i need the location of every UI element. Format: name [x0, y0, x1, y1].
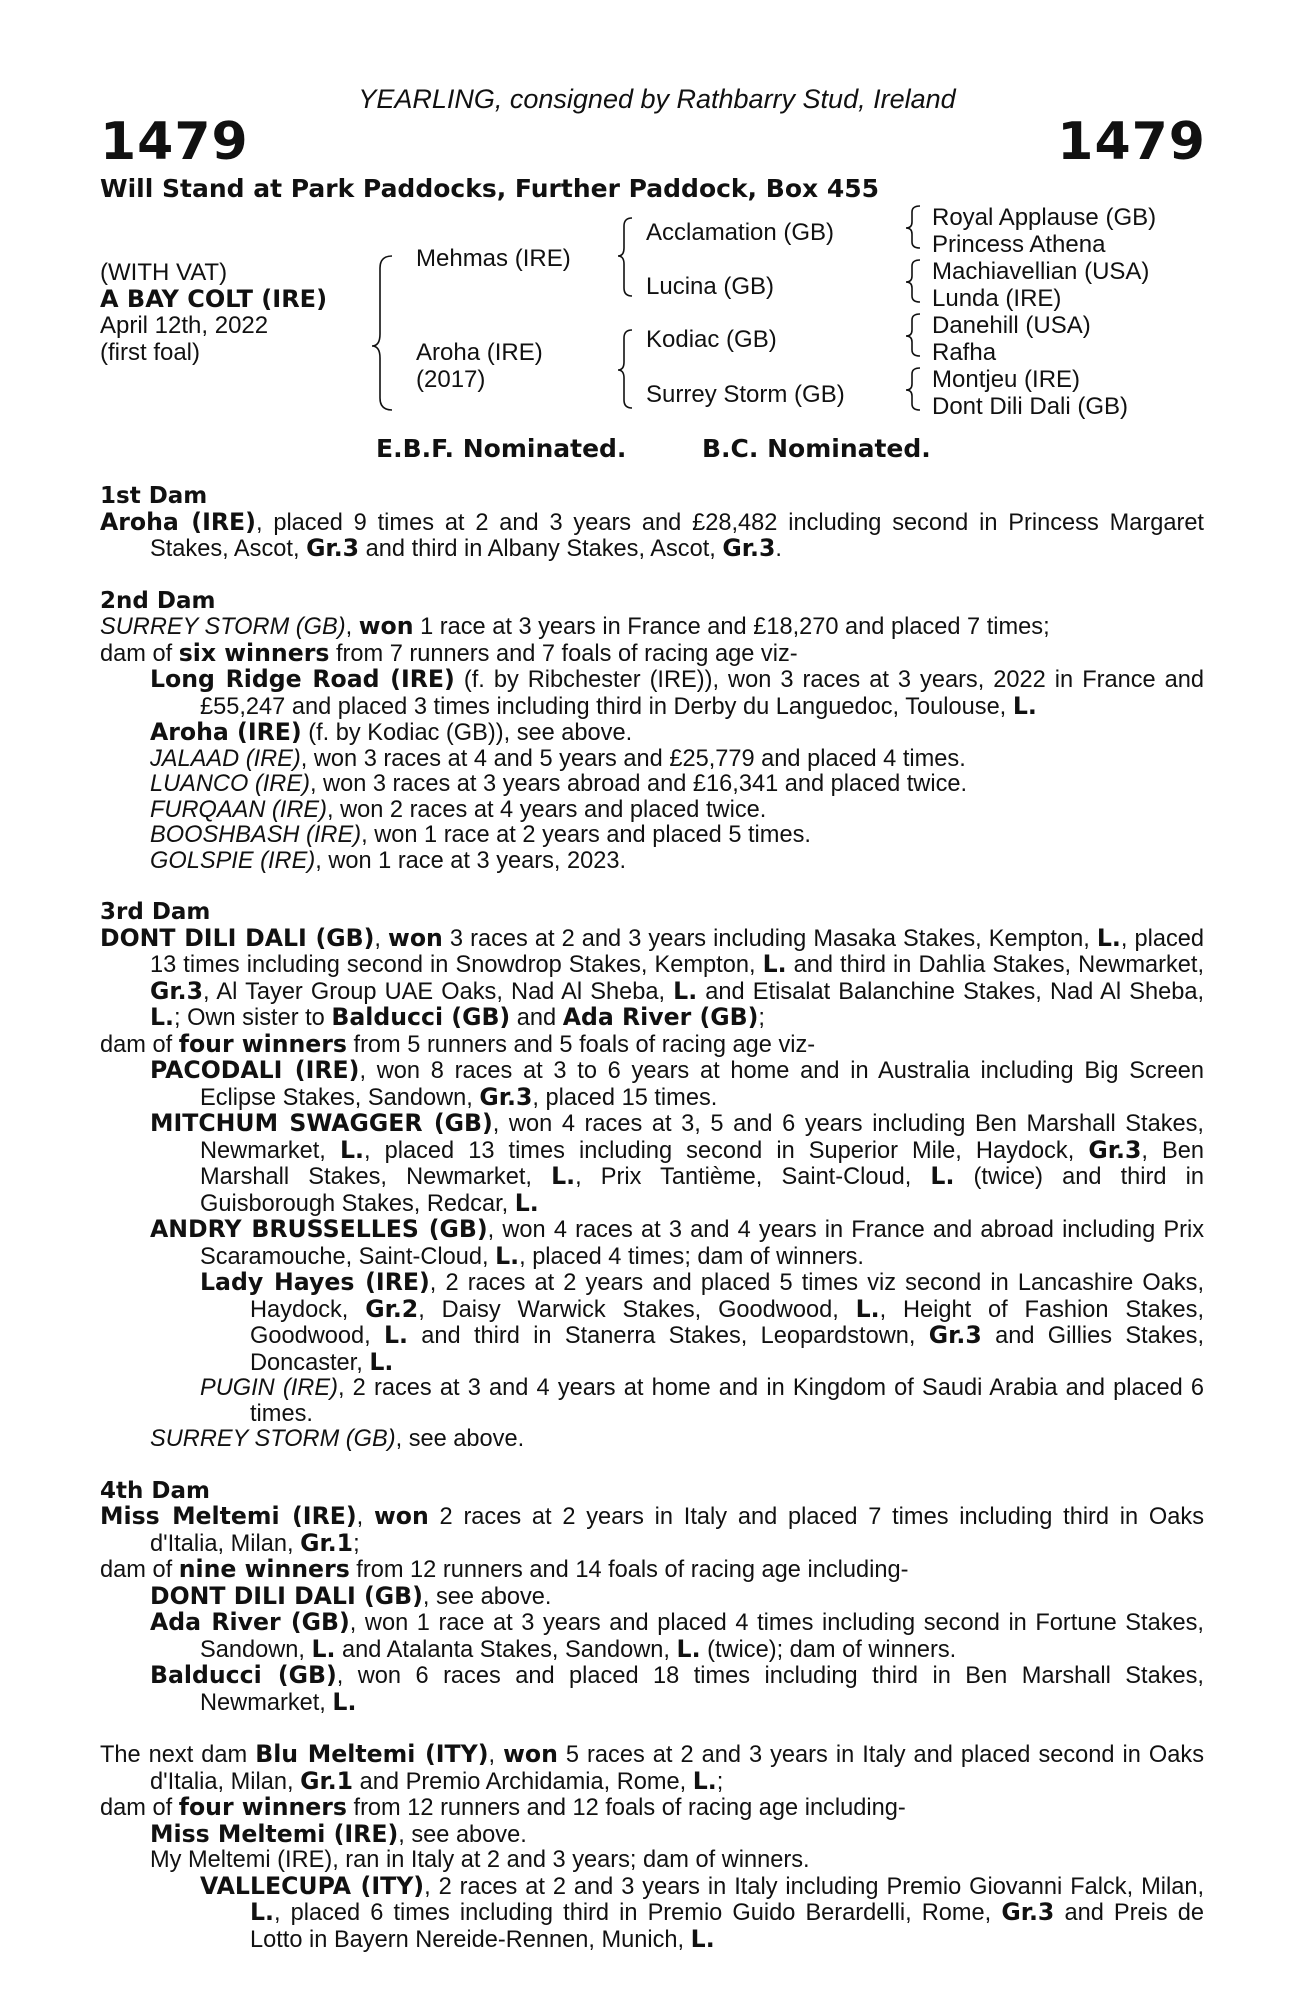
text-run: Gr.3: [479, 1082, 533, 1111]
pedigree-paragraph: [100, 507, 1204, 563]
gen3-1: Royal Applause (GB): [932, 204, 1157, 231]
text-run: nine winners: [178, 1555, 350, 1583]
text-run: L.: [311, 1634, 336, 1663]
text-run: , won 2 races at 4 years and placed twice.: [326, 796, 767, 823]
foaling-date: April 12th, 2022: [100, 312, 269, 339]
text-run: , placed 13 times including second in Superior Mile, Haydock,: [363, 1137, 1089, 1164]
dam-sire: Kodiac (GB): [646, 326, 777, 353]
gen3-3: Machiavellian (USA): [932, 258, 1150, 285]
text-run: dam of: [100, 1557, 179, 1583]
text-run: ,: [356, 1504, 374, 1530]
text-run: four winners: [178, 1029, 347, 1058]
text-run: , Prix Tantième, Saint-Cloud,: [575, 1164, 931, 1190]
text-run: L.: [250, 1898, 274, 1926]
text-run: , 2 races at 2 and 3 years in Italy including Premio Giovanni Falck, Milan,: [424, 1873, 1205, 1900]
text-run: , placed 13 times including second in Snowdrop Stakes, Kempton,: [150, 925, 1204, 978]
text-run: (twice) and third in Guisborough Stakes, Redcar,: [200, 1164, 1204, 1217]
pedigree-paragraph: [100, 1795, 1204, 1822]
pedigree-paragraph: [100, 798, 1204, 824]
text-run: Balducci (GB): [331, 1003, 511, 1031]
text-run: SURREY STORM (GB): [100, 614, 346, 640]
gen3-8: Dont Dili Dali (GB): [932, 393, 1129, 420]
pedigree-paragraph: [100, 849, 1204, 875]
pedigree-paragraph: [100, 1848, 1204, 1874]
text-run: from 12 runners and 14 foals of racing age including-: [349, 1557, 909, 1583]
pedigree-paragraph: [100, 1427, 1204, 1453]
text-run: , Al Tayer Group UAE Oaks, Nad Al Sheba,: [203, 978, 674, 1005]
text-run: , won 6 races and placed 18 times including third in Ben Marshall Stakes, Newmarket,: [200, 1663, 1204, 1716]
text-run: L.: [384, 1321, 408, 1349]
text-run: DONT DILI DALI (GB): [100, 923, 375, 952]
text-run: , Daisy Warwick Stakes, Goodwood,: [418, 1296, 856, 1323]
text-run: dam of: [100, 640, 179, 667]
pedigree-paragraph: [100, 1270, 1204, 1376]
text-run: and third in Albany Stakes, Ascot,: [359, 536, 723, 562]
text-run: L.: [930, 1162, 955, 1190]
section-heading: 4th Dam: [100, 1477, 210, 1504]
text-run: Lady Hayes (IRE): [200, 1268, 430, 1296]
text-run: , placed 15 times.: [532, 1084, 718, 1111]
text-run: , Ben Marshall Stakes, Newmarket,: [200, 1137, 1205, 1190]
text-run: won: [503, 1740, 558, 1768]
text-run: Gr.1: [300, 1766, 354, 1795]
pedigree-paragraph: [100, 720, 1204, 747]
text-run: , see above.: [398, 1821, 527, 1848]
text-run: Ada River (GB): [150, 1608, 350, 1636]
sire-sire: Acclamation (GB): [646, 219, 835, 246]
dam-year: (2017): [416, 366, 486, 393]
text-run: and third in Dahlia Stakes, Newmarket,: [786, 952, 1204, 978]
text-run: , placed 4 times; dam of winners.: [519, 1243, 864, 1270]
dam-section: [100, 589, 1204, 875]
text-run: won: [358, 612, 414, 640]
text-run: ,: [345, 614, 359, 640]
text-run: L.: [332, 1687, 357, 1716]
text-run: , 2 races at 3 and 4 years at home and in Kingdom of Saudi Arabia and placed 6 times.: [250, 1375, 1204, 1427]
pedigree-paragraph: [100, 667, 1204, 720]
text-run: , won 1 race at 3 years and placed 4 times including second in Fortune Stakes, Sandown,: [200, 1610, 1204, 1663]
pedigree-paragraph: [100, 1871, 1205, 1954]
text-run: Gr.3: [928, 1321, 982, 1349]
consignment-line: YEARLING, consigned by Rathbarry Stud, Ireland: [358, 84, 956, 114]
text-run: L.: [1096, 923, 1121, 952]
pedigree-paragraph: [100, 923, 1204, 1032]
text-run: and Premio Archidamia, Rome,: [353, 1768, 693, 1795]
text-run: (f. by Ribchester (IRE)), won 3 races at 3 years, 2022 in France and £55,247 and placed 3 times including third in Derby du Languedoc, Toulouse,: [200, 667, 1205, 720]
text-run: ;: [716, 1768, 724, 1795]
text-run: L.: [339, 1135, 364, 1164]
text-run: and third in Stanerra Stakes, Leopardstown,: [408, 1323, 929, 1349]
text-run: Miss Meltemi (IRE): [100, 1502, 357, 1530]
dam-section: [100, 1479, 1204, 1717]
pedigree-paragraph: [100, 1663, 1204, 1716]
gen3-5: Danehill (USA): [932, 312, 1091, 339]
text-run: won: [388, 923, 443, 952]
text-run: dam of: [100, 1795, 179, 1821]
text-run: (twice); dam of winners.: [700, 1636, 957, 1663]
text-run: , 2 races at 2 years and placed 5 times viz second in Lancashire Oaks, Haydock,: [250, 1270, 1204, 1323]
text-run: ANDRY BRUSSELLES (GB): [150, 1215, 488, 1243]
pedigree-paragraph: [100, 1610, 1204, 1663]
text-run: , see above.: [395, 1426, 525, 1452]
text-run: ;: [353, 1530, 360, 1557]
text-run: ; Own sister to: [174, 1005, 332, 1031]
pedigree-paragraph: [100, 1581, 1204, 1611]
text-run: 1 race at 3 years in France and £18,270 and placed 7 times;: [413, 614, 1050, 640]
text-run: won: [373, 1502, 429, 1530]
text-run: , placed 6 times including third in Premio Guido Berardelli, Rome,: [274, 1900, 1002, 1926]
text-run: , placed 9 times at 2 and 3 years and £28,482 including second in Princess Margaret Stakes, Ascot,: [150, 509, 1204, 562]
text-run: L.: [514, 1188, 539, 1217]
bc-nomination: B.C. Nominated.: [702, 434, 931, 463]
text-run: PUGIN (IRE): [200, 1375, 338, 1401]
pedigree-paragraph: [100, 747, 1204, 773]
pedigree-paragraph: [100, 614, 1204, 641]
text-run: Gr.2: [365, 1294, 419, 1323]
text-run: ,: [488, 1742, 504, 1768]
text-run: from 12 runners and 12 foals of racing age including-: [346, 1795, 906, 1821]
stand-location: Will Stand at Park Paddocks, Further Paddock, Box 455: [100, 174, 880, 203]
gen3-4: Lunda (IRE): [932, 285, 1062, 312]
text-run: Long Ridge Road (IRE): [150, 665, 455, 693]
dam-dam: Surrey Storm (GB): [646, 381, 845, 408]
text-run: , won 4 races at 3 and 4 years in France and abroad including Prix Scaramouche, Saint-Cloud,: [200, 1217, 1204, 1270]
text-run: 3 races at 2 and 3 years including Masaka Stakes, Kempton,: [442, 925, 1097, 952]
pedigree-paragraph: [100, 1111, 1204, 1217]
text-run: Balducci (GB): [150, 1661, 337, 1689]
text-run: Gr.1: [300, 1528, 354, 1557]
text-run: Blu Meltemi (ITY): [255, 1740, 489, 1768]
sire-name: Mehmas (IRE): [416, 245, 571, 272]
text-run: and Etisalat Balanchine Stakes, Nad Al Sheba,: [697, 978, 1204, 1005]
text-run: Gr.3: [722, 534, 776, 562]
text-run: , Height of Fashion Stakes, Goodwood,: [250, 1296, 1205, 1349]
text-run: Gr.3: [1088, 1135, 1142, 1164]
text-run: L.: [551, 1162, 576, 1190]
text-run: PACODALI (IRE): [150, 1056, 360, 1084]
text-run: Aroha (IRE): [100, 507, 256, 536]
vat-note: (WITH VAT): [100, 259, 228, 286]
text-run: FURQAAN (IRE): [150, 796, 327, 823]
text-run: Aroha (IRE): [150, 718, 302, 746]
dam-name: Aroha (IRE): [416, 339, 543, 366]
text-run: L.: [676, 1634, 701, 1663]
text-run: 5 races at 2 and 3 years in Italy and placed second in Oaks d'Italia, Milan,: [150, 1742, 1204, 1795]
pedigree-paragraph: [100, 638, 1204, 668]
text-run: L.: [150, 1003, 174, 1031]
text-run: dam of: [100, 1031, 179, 1058]
pedigree-paragraph: [100, 1819, 1204, 1849]
section-heading: 1st Dam: [100, 483, 208, 509]
gen3-6: Rafha: [932, 339, 997, 366]
text-run: , won 3 races at 3 years abroad and £16,341 and placed twice.: [309, 771, 968, 797]
text-run: Ada River (GB): [562, 1003, 759, 1031]
dam-section: [100, 1742, 1204, 1953]
text-run: , won 3 races at 4 and 5 years and £25,779 and placed 4 times.: [300, 745, 966, 772]
text-run: Gr.3: [306, 534, 360, 562]
text-run: LUANCO (IRE): [150, 771, 310, 797]
sire-dam: Lucina (GB): [646, 273, 775, 300]
text-run: L.: [369, 1347, 394, 1376]
gen3-7: Montjeu (IRE): [932, 366, 1081, 393]
text-run: GOLSPIE (IRE): [150, 847, 316, 874]
family-details: [100, 484, 1204, 1953]
pedigree-paragraph: [100, 1742, 1204, 1795]
pedigree-paragraph: [100, 1376, 1204, 1427]
text-run: four winners: [178, 1793, 347, 1821]
text-run: L.: [673, 976, 698, 1005]
text-run: L.: [495, 1241, 520, 1270]
foal-note: (first foal): [100, 339, 201, 366]
text-run: JALAAD (IRE): [150, 745, 301, 772]
horse-name: A BAY COLT (IRE): [100, 285, 328, 313]
text-run: L.: [855, 1294, 880, 1323]
text-run: My Meltemi (IRE), ran in Italy at 2 and 3 years; dam of winners.: [150, 1847, 810, 1873]
text-run: and: [510, 1005, 563, 1031]
text-run: , won 1 race at 3 years, 2023.: [315, 847, 627, 874]
text-run: VALLECUPA (ITY): [200, 1871, 425, 1900]
text-run: The next dam: [100, 1742, 256, 1768]
text-run: from 7 runners and 7 foals of racing age viz-: [329, 640, 798, 667]
text-run: L.: [1012, 691, 1037, 720]
pedigree-paragraph: [100, 1058, 1204, 1111]
text-run: L.: [762, 950, 787, 978]
section-heading: 3rd Dam: [100, 899, 211, 925]
text-run: DONT DILI DALI (GB): [150, 1581, 423, 1610]
text-run: ,: [374, 925, 389, 952]
text-run: , see above.: [422, 1583, 552, 1610]
pedigree-paragraph: [100, 823, 1204, 849]
text-run: Miss Meltemi (IRE): [150, 1819, 399, 1848]
text-run: L.: [692, 1766, 717, 1795]
pedigree-paragraph: [100, 1217, 1204, 1270]
text-run: and Atalanta Stakes, Sandown,: [335, 1636, 677, 1663]
pedigree-paragraph: [100, 1504, 1204, 1557]
text-run: L.: [690, 1924, 715, 1953]
text-run: , won 1 race at 2 years and placed 5 times.: [361, 822, 811, 848]
text-run: 2 races at 2 years in Italy and placed 7 times including third in Oaks d'Italia, Milan,: [150, 1504, 1204, 1557]
ebf-nomination: E.B.F. Nominated.: [376, 434, 627, 463]
text-run: six winners: [178, 638, 330, 667]
text-run: and Preis de Lotto in Bayern Nereide-Rennen, Munich,: [250, 1900, 1204, 1953]
text-run: , won 8 races at 3 to 6 years at home and in Australia including Big Screen Eclipse Stakes, Sandown,: [200, 1058, 1204, 1111]
text-run: SURREY STORM (GB): [150, 1426, 396, 1452]
text-run: MITCHUM SWAGGER (GB): [150, 1109, 493, 1137]
section-heading: 2nd Dam: [100, 587, 216, 614]
gen3-2: Princess Athena: [932, 231, 1106, 258]
lot-number-left: 1479: [100, 112, 249, 172]
text-run: Gr.3: [150, 976, 204, 1005]
text-run: and Gillies Stakes, Doncaster,: [250, 1323, 1205, 1376]
text-run: Gr.3: [1001, 1898, 1055, 1926]
text-run: , won 4 races at 3, 5 and 6 years including Ben Marshall Stakes, Newmarket,: [200, 1111, 1204, 1164]
text-run: (f. by Kodiac (GB)), see above.: [301, 720, 633, 746]
pedigree-paragraph: [100, 772, 1204, 798]
pedigree-paragraph: [100, 1029, 1204, 1059]
text-run: ;: [758, 1005, 765, 1031]
text-run: BOOSHBASH (IRE): [150, 822, 362, 848]
dam-section: [100, 484, 1204, 563]
text-run: from 5 runners and 5 foals of racing age viz-: [346, 1031, 816, 1058]
dam-section: [100, 900, 1204, 1453]
text-run: .: [775, 536, 782, 562]
pedigree-paragraph: [100, 1557, 1204, 1584]
lot-number-right: 1479: [1057, 112, 1206, 172]
